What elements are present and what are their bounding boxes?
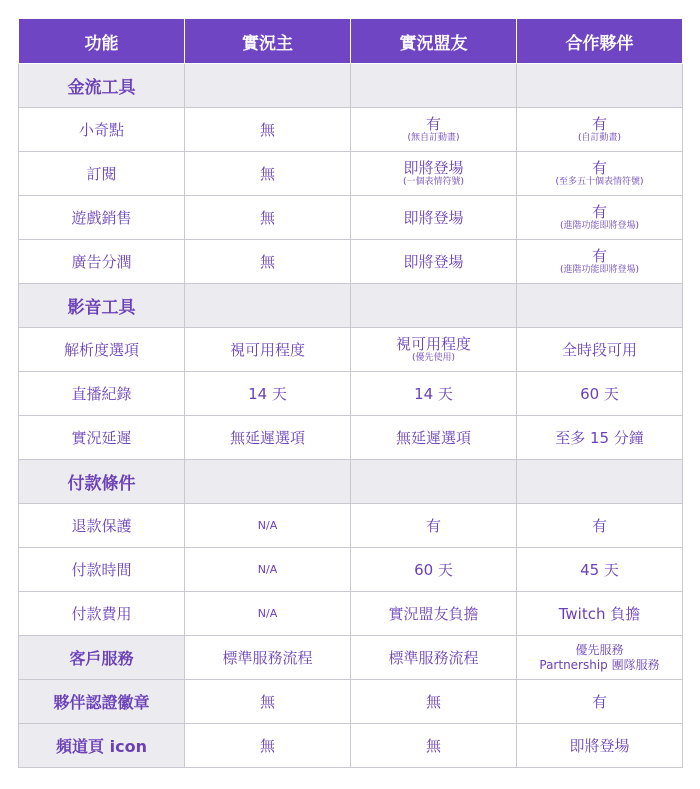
cell-value: 無 <box>259 208 275 227</box>
table-row <box>19 680 683 724</box>
table-row <box>19 108 683 152</box>
cell-note: (進階功能即將登場) <box>559 265 640 275</box>
header-streamer: 實況主 <box>185 19 351 64</box>
table-cell <box>351 64 517 108</box>
cell-note: (無自訂動畫) <box>407 133 460 143</box>
table-cell <box>517 64 683 108</box>
header-row <box>19 19 683 64</box>
cell-value: 有 <box>591 247 607 265</box>
feature-label: 訂閱 <box>19 152 185 196</box>
cell-value: N/A <box>257 562 278 576</box>
table-cell <box>185 680 351 724</box>
table-cell <box>351 504 517 548</box>
cell-value: 標準服務流程 <box>222 648 313 667</box>
table-cell <box>185 592 351 636</box>
cell-value: 即將登場 <box>569 736 630 755</box>
table-cell <box>517 504 683 548</box>
table-row <box>19 152 683 196</box>
table-cell <box>517 196 683 240</box>
header-affiliate: 實況盟友 <box>351 19 517 64</box>
table-cell <box>517 460 683 504</box>
table-cell <box>185 196 351 240</box>
table-cell <box>351 548 517 592</box>
table-row <box>19 548 683 592</box>
cell-note: (進階功能即將登場) <box>559 221 640 231</box>
cell-value: 視可用程度 <box>395 335 471 353</box>
header-partner: 合作夥伴 <box>517 19 683 64</box>
cell-value: 有 <box>591 203 607 221</box>
table-cell <box>185 284 351 328</box>
table-cell <box>351 416 517 460</box>
table-row <box>19 240 683 284</box>
cell-value: N/A <box>257 518 278 532</box>
cell-value: 無 <box>259 692 275 711</box>
feature-label: 直播紀錄 <box>19 372 185 416</box>
cell-value: 無 <box>259 120 275 139</box>
table-row <box>19 372 683 416</box>
table-row <box>19 504 683 548</box>
cell-value: 有 <box>425 516 441 535</box>
table-cell <box>517 240 683 284</box>
table-cell <box>351 636 517 680</box>
cell-value: 優先服務 <box>575 642 624 657</box>
table-cell <box>351 240 517 284</box>
table-cell <box>517 724 683 768</box>
comparison-table <box>18 18 683 768</box>
table-cell <box>185 416 351 460</box>
feature-label: 退款保護 <box>19 504 185 548</box>
cell-value: 14 天 <box>248 384 287 403</box>
cell-value: 無 <box>259 164 275 183</box>
cell-value: 視可用程度 <box>229 340 305 359</box>
table-cell <box>185 636 351 680</box>
cell-value: 60 天 <box>580 384 619 403</box>
table-cell <box>351 196 517 240</box>
section-row <box>19 64 683 108</box>
cell-value: 14 天 <box>414 384 453 403</box>
table-cell <box>351 108 517 152</box>
table-cell <box>351 284 517 328</box>
table-cell <box>185 724 351 768</box>
cell-value-secondary: Partnership 團隊服務 <box>539 657 660 672</box>
table-cell <box>517 372 683 416</box>
cell-value: 即將登場 <box>403 208 464 227</box>
cell-value: Twitch 負擔 <box>558 604 641 623</box>
section-label: 付款條件 <box>19 460 185 504</box>
feature-label: 小奇點 <box>19 108 185 152</box>
cell-note: (至多五十個表情符號) <box>555 177 644 187</box>
table-cell <box>517 108 683 152</box>
cell-value: 標準服務流程 <box>388 648 479 667</box>
table-cell <box>185 372 351 416</box>
table-cell <box>185 152 351 196</box>
cell-value: 無 <box>259 736 275 755</box>
table-row <box>19 592 683 636</box>
table-cell <box>185 504 351 548</box>
table-cell <box>351 460 517 504</box>
table-cell <box>351 372 517 416</box>
cell-note: (優先使用) <box>411 353 456 363</box>
table-row <box>19 724 683 768</box>
feature-label: 客戶服務 <box>19 636 185 680</box>
feature-label: 頻道頁 icon <box>19 724 185 768</box>
feature-label: 廣告分潤 <box>19 240 185 284</box>
table-cell <box>517 592 683 636</box>
cell-value: 有 <box>591 159 607 177</box>
table-row <box>19 416 683 460</box>
section-label: 影音工具 <box>19 284 185 328</box>
table-cell <box>185 64 351 108</box>
table-cell <box>351 152 517 196</box>
section-label: 金流工具 <box>19 64 185 108</box>
table-cell <box>517 548 683 592</box>
table-cell <box>185 548 351 592</box>
cell-value: 即將登場 <box>403 252 464 271</box>
cell-value: 無延遲選項 <box>229 428 305 447</box>
feature-label: 付款時間 <box>19 548 185 592</box>
feature-label: 夥伴認證徽章 <box>19 680 185 724</box>
cell-value: 有 <box>591 516 607 535</box>
cell-value: N/A <box>257 606 278 620</box>
cell-value: 至多 15 分鐘 <box>555 428 644 447</box>
cell-value: 無 <box>425 736 441 755</box>
cell-value: 全時段可用 <box>561 340 637 359</box>
cell-value: 有 <box>425 115 441 133</box>
section-row <box>19 460 683 504</box>
table-cell <box>185 108 351 152</box>
table-cell <box>517 152 683 196</box>
cell-value: 實況盟友負擔 <box>388 604 479 623</box>
cell-value: 無 <box>259 252 275 271</box>
table-cell <box>351 328 517 372</box>
cell-value: 無延遲選項 <box>395 428 471 447</box>
table-cell <box>517 284 683 328</box>
feature-label: 解析度選項 <box>19 328 185 372</box>
table-body <box>19 64 683 768</box>
section-row <box>19 284 683 328</box>
table-row <box>19 196 683 240</box>
table-cell <box>185 460 351 504</box>
table-row <box>19 636 683 680</box>
cell-value: 有 <box>591 692 607 711</box>
table-row <box>19 328 683 372</box>
table-cell <box>517 680 683 724</box>
cell-value: 60 天 <box>414 560 453 579</box>
cell-note: (自訂動畫) <box>577 133 622 143</box>
table-cell <box>185 328 351 372</box>
table-cell <box>517 328 683 372</box>
cell-value: 即將登場 <box>403 159 464 177</box>
table-cell <box>351 680 517 724</box>
table-cell <box>517 416 683 460</box>
cell-value: 45 天 <box>580 560 619 579</box>
cell-value: 無 <box>425 692 441 711</box>
table-cell <box>517 636 683 680</box>
table-cell <box>351 592 517 636</box>
feature-label: 付款費用 <box>19 592 185 636</box>
cell-value: 有 <box>591 115 607 133</box>
cell-note: (一個表情符號) <box>402 177 465 187</box>
table-cell <box>351 724 517 768</box>
header-feature: 功能 <box>19 19 185 64</box>
feature-label: 實況延遲 <box>19 416 185 460</box>
table-cell <box>185 240 351 284</box>
feature-label: 遊戲銷售 <box>19 196 185 240</box>
